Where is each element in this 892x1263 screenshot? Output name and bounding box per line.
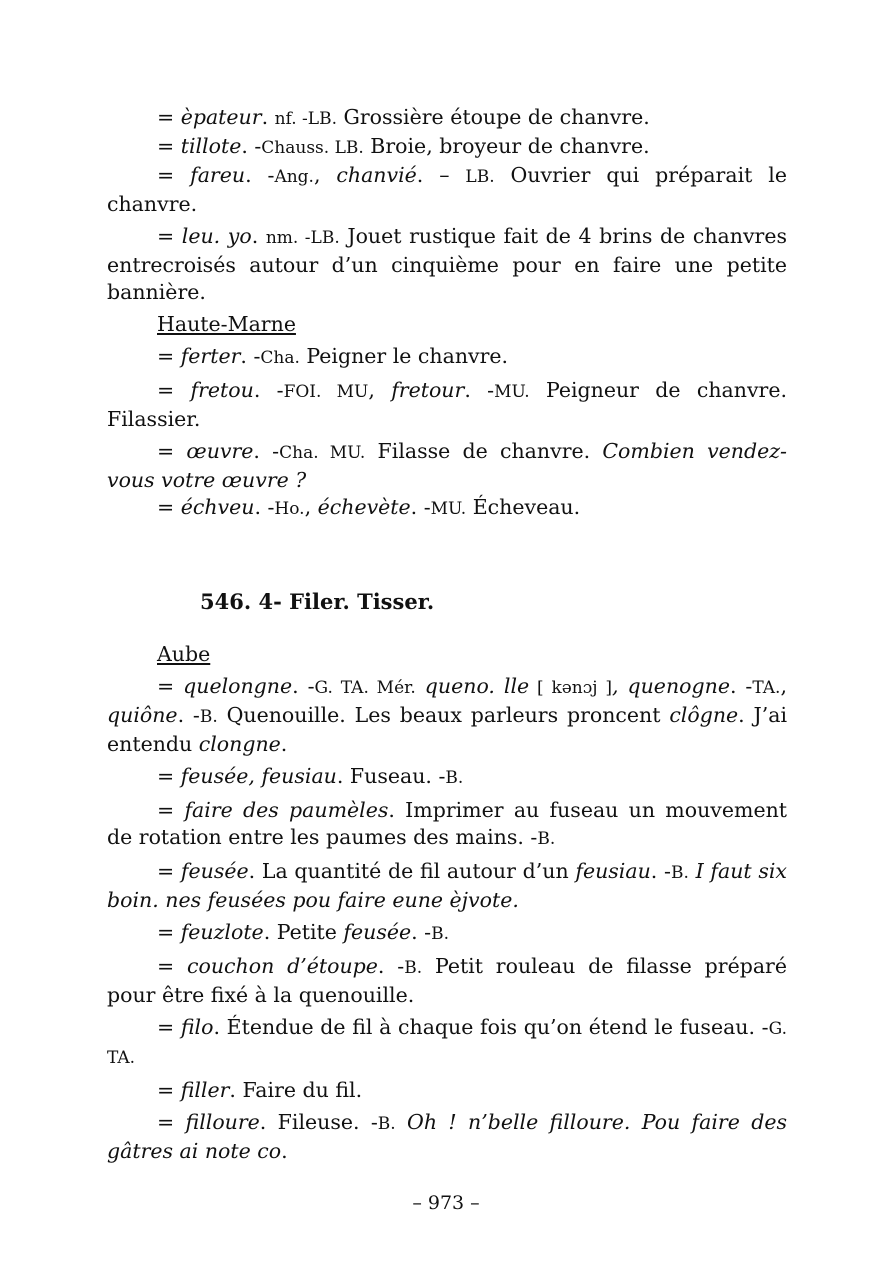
entry-feuzlote: = feuzlote. Petite feusée. -B.: [157, 920, 450, 944]
variant-word: quenogne: [627, 674, 730, 698]
headword: feuzlote: [180, 920, 264, 944]
source-abbrev: Ho.: [274, 499, 305, 519]
entry-fareu: = fareu. -Ang., chanvié. – LB. Ouvrier qui préparait le chanvre.: [107, 163, 787, 216]
headword: œuvre: [186, 439, 254, 463]
variant-word: clôgne: [669, 703, 739, 727]
headword: filo: [180, 1015, 214, 1039]
entry-filloure: = filloure. Fileuse. -B. Oh ! n’belle filloure. Pou faire des gâtres ai note co.: [107, 1110, 787, 1163]
variant-word: feusée: [343, 920, 412, 944]
source-abbrev: B.: [404, 958, 423, 978]
headword: ferter: [180, 344, 241, 368]
example-phrase: Oh ! n’belle filloure. Pou faire des gâtres ai note co: [107, 1110, 787, 1163]
variant-word: fretour: [391, 378, 465, 402]
source-abbrev: G. TA.: [107, 1019, 787, 1068]
source-abbrev: G. TA. Mér.: [314, 678, 416, 698]
headword: leu. yo: [181, 224, 252, 248]
variant-word: feusiau: [575, 859, 651, 883]
source-abbrev: B.: [377, 1114, 396, 1134]
section-heading: 546. 4- Filer. Tisser.: [200, 589, 435, 614]
source-abbrev: B.: [445, 768, 464, 788]
entry-quelongne: = quelongne. -G. TA. Mér. queno. lle [ kənɔj ], quenogne. -TA., quiône. -B. Quenouille. Les beaux parleurs proncent clôgne. J’ai entendu clongne.: [107, 674, 788, 756]
example-phrase: Combien vendez-vous votre œuvre ?: [107, 439, 787, 492]
variant-word: échevète: [317, 495, 411, 519]
variant-word: chanvié: [336, 163, 417, 187]
headword: èpateur: [180, 105, 262, 129]
entry-filler: = filler. Faire du fil.: [157, 1078, 363, 1102]
entry-faire-des-paumeles: = faire des paumèles. Imprimer au fuseau un mouvement de rotation entre les paumes des mains. -B.: [107, 798, 788, 849]
example-phrase: I faut six boin. nes feusées pou faire eune èjvote.: [107, 859, 787, 912]
variant-word: clongne: [198, 732, 281, 756]
source-abbrev: B.: [431, 924, 450, 944]
headword: feusée: [180, 859, 249, 883]
entry-feusee: = feusée. La quantité de fil autour d’un feusiau. -B. I faut six boin. nes feusées pou faire eune èjvote.: [107, 859, 787, 912]
subheading-aube: Aube: [157, 642, 211, 666]
source-abbrev: B.: [670, 863, 689, 883]
entry-filo: = filo. Étendue de fil à chaque fois qu’on étend le fuseau. -G. TA.: [107, 1015, 787, 1068]
entry-leu-yo: = leu. yo. nm. -LB. Jouet rustique fait de 4 brins de chanvres entrecroisés autour d’un cinquième pour en faire une petite bannière.: [107, 224, 787, 304]
variant-word: quiône: [107, 703, 178, 727]
headword: filloure: [185, 1110, 260, 1134]
headword: feusée, feusiau: [180, 764, 337, 788]
headword: fareu: [190, 163, 246, 187]
source-abbrev: Cha.: [260, 348, 300, 368]
source-abbrev: nm. -LB.: [265, 228, 340, 248]
source-abbrev: LB.: [465, 167, 495, 187]
headword: tillote: [180, 134, 242, 158]
headword: filler: [180, 1078, 230, 1102]
entry-feusee-feusiau: = feusée, feusiau. Fuseau. -B.: [157, 764, 464, 788]
variant-word: queno. lle: [424, 674, 530, 698]
source-abbrev: nf. -LB.: [274, 109, 337, 129]
source-abbrev: MU.: [430, 499, 467, 519]
source-abbrev: Chauss. LB.: [261, 138, 364, 158]
source-abbrev: MU.: [494, 382, 530, 402]
headword: échveu: [180, 495, 255, 519]
headword: quelongne: [183, 674, 293, 698]
source-abbrev: TA.: [752, 678, 781, 698]
page-body: [107, 104, 787, 1165]
source-abbrev: B.: [537, 829, 556, 849]
source-abbrev: Cha. MU.: [279, 443, 366, 463]
source-abbrev: B.: [199, 707, 218, 727]
subheading-haute-marne: Haute-Marne: [157, 312, 296, 336]
headword: faire des paumèles: [184, 798, 389, 822]
entry-tillote: = tillote. -Chauss. LB. Broie, broyeur de chanvre.: [157, 134, 650, 158]
entry-epateur: = èpateur. nf. -LB. Grossière étoupe de chanvre.: [157, 105, 650, 129]
page-number: – 973 –: [412, 1192, 480, 1214]
source-abbrev: FOI. MU: [283, 382, 369, 402]
source-abbrev: Ang.: [274, 167, 314, 187]
entry-oeuvre: = œuvre. -Cha. MU. Filasse de chanvre. Combien vendez-vous votre œuvre ?: [107, 439, 787, 492]
headword: couchon d’étoupe: [187, 954, 378, 978]
entry-echveu: = échveu. -Ho., échevète. -MU. Écheveau.: [157, 495, 581, 519]
phonetic: [ kənɔj ]: [529, 678, 613, 698]
entry-couchon-detoupe: = couchon d’étoupe. -B. Petit rouleau de filasse préparé pour être fixé à la quenouille.: [107, 954, 787, 1007]
entry-fretou: = fretou. -FOI. MU, fretour. -MU. Peigneur de chanvre. Filassier.: [107, 378, 787, 431]
headword: fretou: [190, 378, 254, 402]
entry-ferter: = ferter. -Cha. Peigner le chanvre.: [157, 344, 509, 368]
